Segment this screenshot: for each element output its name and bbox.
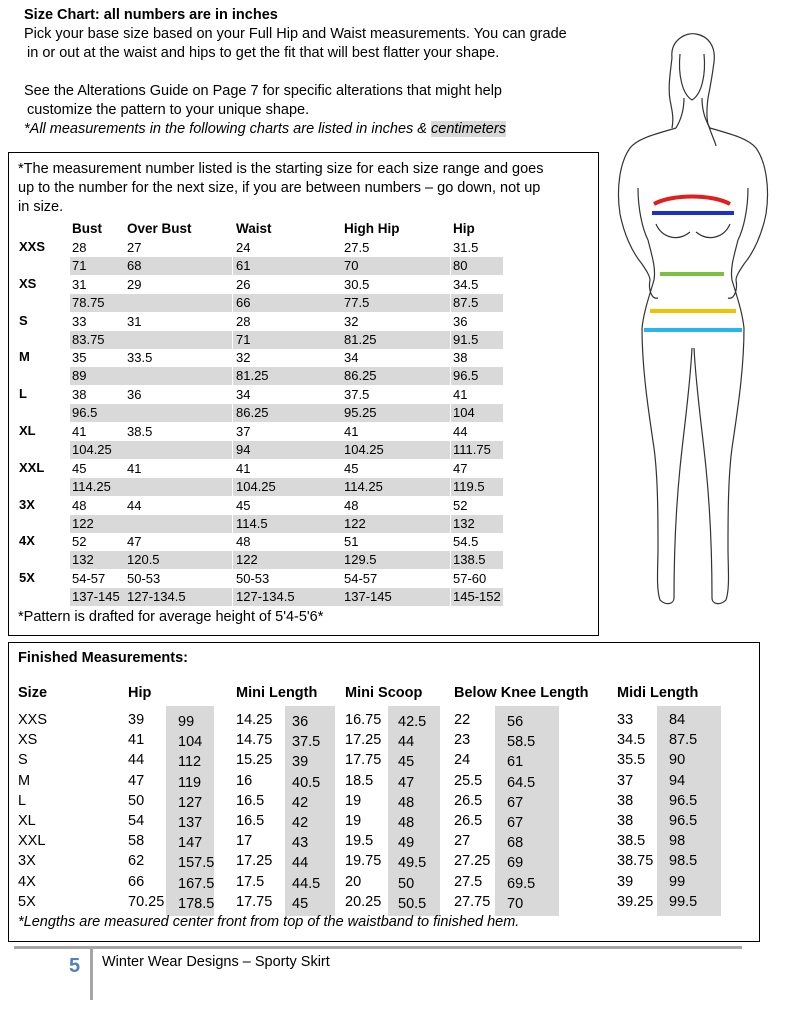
inch-value: 29 <box>127 276 142 292</box>
finished-size-label: XXL <box>18 833 46 850</box>
finished-value: 54 <box>128 813 145 829</box>
finished-value: 49 <box>398 835 415 852</box>
finished-size-label: S <box>18 752 28 769</box>
cm-value: 89 <box>70 367 124 385</box>
finished-value: 27.5 <box>454 873 483 890</box>
inch-value: 52 <box>453 497 468 513</box>
intro-line-5: *All measurements in the following charts are listed in inches & <box>24 121 431 137</box>
inch-value: 48 <box>72 497 87 513</box>
finished-value: 39.25 <box>617 893 654 910</box>
cm-value <box>124 478 232 496</box>
finished-value: 17.75 <box>236 893 273 910</box>
finished-value: 58.5 <box>507 734 536 751</box>
size-chart-header: High Hip <box>344 221 400 236</box>
finished-value: 44 <box>398 734 415 751</box>
finished-value: 137 <box>178 815 203 831</box>
finished-value: 19.5 <box>345 833 374 850</box>
finished-value: 67 <box>507 815 524 831</box>
centimeters-highlight: centimeters <box>431 121 506 137</box>
finished-value: 90 <box>669 752 686 769</box>
size-label: 4X <box>19 533 35 549</box>
size-chart-note-line-2: up to the number for the next size, if you are between numbers – go down, not up <box>18 180 541 196</box>
finished-value: 20.25 <box>345 893 382 910</box>
finished-value: 84 <box>669 712 686 728</box>
finished-header: Midi Length <box>617 685 699 701</box>
finished-value: 22 <box>454 712 471 728</box>
inch-value: 27 <box>127 240 142 255</box>
size-chart-header: Bust <box>72 221 102 236</box>
cm-value: 122 <box>233 551 341 569</box>
finished-value: 49.5 <box>398 855 427 872</box>
finished-value: 17.75 <box>345 752 382 769</box>
cm-value <box>124 331 232 349</box>
cm-value: 86.25 <box>233 404 341 422</box>
finished-value: 127 <box>178 794 203 811</box>
finished-value: 17.5 <box>236 873 265 890</box>
finished-value: 44 <box>292 855 309 872</box>
finished-value: 16.5 <box>236 792 265 809</box>
inch-value: 50-53 <box>127 571 161 587</box>
cm-value: 129.5 <box>341 551 450 569</box>
size-label: XS <box>19 275 37 291</box>
inch-value: 50-53 <box>236 571 270 587</box>
size-chart-note-line-1: *The measurement number listed is the starting size for each size range and goes <box>18 161 544 177</box>
cm-value: 111.75 <box>451 441 503 459</box>
finished-value: 38.75 <box>617 853 654 870</box>
finished-value: 98.5 <box>669 853 698 870</box>
cm-value: 66 <box>233 294 341 312</box>
cm-value: 96.5 <box>451 367 503 385</box>
finished-header: Hip <box>128 685 152 701</box>
finished-value: 48 <box>398 815 415 831</box>
finished-size-label: 4X <box>18 873 36 890</box>
finished-header: Mini Length <box>236 685 318 701</box>
finished-value: 62 <box>128 853 145 870</box>
finished-value: 96.5 <box>669 792 698 809</box>
size-label: L <box>19 386 27 402</box>
finished-size-label: XL <box>18 813 36 829</box>
size-chart-note <box>18 160 593 217</box>
size-chart-title: Size Chart: all numbers are in inches <box>24 7 278 23</box>
finished-value: 42.5 <box>398 714 427 730</box>
inch-value: 34.5 <box>453 276 479 292</box>
size-chart-header: Hip <box>453 221 475 236</box>
size-label: XL <box>19 423 36 438</box>
finished-value: 50 <box>128 792 145 809</box>
finished-value: 37 <box>617 772 634 789</box>
intro-section <box>24 6 614 139</box>
cm-value: 122 <box>70 515 124 533</box>
finished-value: 17.25 <box>236 853 273 870</box>
inch-value: 38 <box>72 387 87 403</box>
inch-value: 30.5 <box>344 276 370 292</box>
finished-value: 45 <box>292 895 309 912</box>
cm-value: 96.5 <box>70 404 124 422</box>
size-label: S <box>19 312 28 328</box>
finished-value: 19 <box>345 813 362 829</box>
finished-value: 96.5 <box>669 813 698 829</box>
finished-value: 94 <box>669 772 686 789</box>
inch-value: 41 <box>453 387 468 403</box>
cm-value <box>124 367 232 385</box>
finished-value: 50.5 <box>398 895 427 912</box>
cm-value: 61 <box>233 257 341 275</box>
finished-value: 26.5 <box>454 813 483 829</box>
finished-value: 58 <box>128 833 145 850</box>
cm-value: 114.25 <box>341 478 450 496</box>
pattern-height-note: *Pattern is drafted for average height of 5'4-5'6* <box>18 609 324 625</box>
lengths-footnote: *Lengths are measured center front from top of the waistband to finished hem. <box>18 914 520 930</box>
inch-value: 52 <box>72 534 87 550</box>
intro-line-2: in or out at the waist and hips to get the fit that will best flatter your shape. <box>27 45 500 61</box>
cm-value <box>124 441 232 459</box>
finished-value: 69.5 <box>507 875 536 892</box>
footer-title: Winter Wear Designs – Sporty Skirt <box>102 954 330 970</box>
inch-value: 38 <box>453 350 468 366</box>
finished-value: 178.5 <box>178 895 215 912</box>
finished-value: 47 <box>128 772 145 789</box>
finished-value: 157.5 <box>178 855 215 872</box>
inch-value: 47 <box>453 460 468 476</box>
finished-value: 24 <box>454 752 471 769</box>
finished-value: 34.5 <box>617 732 646 749</box>
finished-value: 119 <box>178 774 202 791</box>
finished-value: 19.75 <box>345 853 382 870</box>
high-bust-line <box>654 197 730 205</box>
cm-value: 104.25 <box>341 441 450 459</box>
finished-value: 44 <box>128 752 145 769</box>
finished-value: 38 <box>617 813 634 829</box>
finished-value: 147 <box>178 835 203 852</box>
body-measurement-figure <box>612 28 784 618</box>
inch-value: 45 <box>72 460 87 476</box>
inch-value: 32 <box>236 350 251 366</box>
finished-value: 98 <box>669 833 686 850</box>
inch-value: 34 <box>344 350 359 366</box>
cm-value: 104 <box>451 404 503 422</box>
cm-value: 114.5 <box>233 515 341 533</box>
finished-value: 27.75 <box>454 893 491 910</box>
cm-value: 80 <box>451 257 503 275</box>
finished-size-label: 3X <box>18 853 36 870</box>
finished-value: 87.5 <box>669 732 698 749</box>
inch-value: 37 <box>236 424 251 439</box>
cm-value: 104.25 <box>233 478 341 496</box>
intro-line-3: See the Alterations Guide on Page 7 for specific alterations that might help <box>24 83 502 99</box>
inch-value: 54-57 <box>72 571 106 587</box>
cm-value: 68 <box>124 257 232 275</box>
cm-value: 120.5 <box>124 551 232 569</box>
inch-value: 31.5 <box>453 240 479 255</box>
finished-header: Size <box>18 685 48 701</box>
inch-value: 41 <box>72 424 87 439</box>
size-chart-header: Waist <box>236 221 272 236</box>
finished-value: 27 <box>454 833 471 850</box>
cm-value: 70 <box>341 257 450 275</box>
cm-value: 127-134.5 <box>124 588 232 606</box>
size-label: M <box>19 349 30 365</box>
size-chart-note-line-3: in size. <box>18 199 64 215</box>
cm-value <box>124 515 232 533</box>
finished-value: 27.25 <box>454 853 491 870</box>
finished-value: 99 <box>178 714 195 730</box>
finished-value: 37.5 <box>292 734 321 751</box>
cm-value: 81.25 <box>341 331 450 349</box>
inch-value: 34 <box>236 387 251 403</box>
cm-value: 71 <box>233 331 341 349</box>
cm-value: 132 <box>70 551 124 569</box>
inch-value: 45 <box>344 460 359 476</box>
finished-value: 112 <box>178 754 202 771</box>
size-label: XXL <box>19 459 45 475</box>
cm-value: 83.75 <box>70 331 124 349</box>
finished-value: 17.25 <box>345 732 382 749</box>
finished-value: 33 <box>617 712 634 728</box>
inch-value: 24 <box>236 240 251 255</box>
finished-size-label: L <box>18 792 27 809</box>
intro-line-4: customize the pattern to your unique shape. <box>27 102 310 118</box>
inch-value: 31 <box>127 313 142 329</box>
inch-value: 26 <box>236 276 251 292</box>
cm-value: 137-145 <box>70 588 124 606</box>
finished-value: 14.25 <box>236 712 273 728</box>
finished-value: 25.5 <box>454 772 483 789</box>
finished-value: 167.5 <box>178 875 215 892</box>
finished-value: 23 <box>454 732 471 749</box>
finished-value: 44.5 <box>292 875 321 892</box>
cm-value: 132 <box>451 515 503 533</box>
cm-value: 145-152 <box>451 588 503 606</box>
inch-value: 51 <box>344 534 359 550</box>
finished-value: 39 <box>128 712 145 728</box>
inch-value: 41 <box>344 424 359 439</box>
cm-value <box>124 294 232 312</box>
inch-value: 31 <box>72 276 87 292</box>
cm-value: 137-145 <box>341 588 450 606</box>
finished-value: 50 <box>398 875 415 892</box>
finished-value: 42 <box>292 794 309 811</box>
finished-size-label: XXS <box>18 712 48 728</box>
footer-divider <box>14 946 742 949</box>
cm-value: 81.25 <box>233 367 341 385</box>
finished-value: 35.5 <box>617 752 646 769</box>
finished-value: 41 <box>128 732 145 749</box>
finished-value: 64.5 <box>507 774 536 791</box>
inch-value: 48 <box>344 497 359 513</box>
finished-size-label: XS <box>18 732 38 749</box>
finished-value: 99.5 <box>669 893 698 910</box>
cm-value: 87.5 <box>451 294 503 312</box>
inch-value: 41 <box>236 460 251 476</box>
inch-value: 33.5 <box>127 350 153 366</box>
inch-value: 36 <box>453 313 468 329</box>
footer-vertical-bar <box>90 948 93 1000</box>
finished-value: 61 <box>507 754 524 771</box>
finished-value: 56 <box>507 714 524 730</box>
finished-value: 69 <box>507 855 524 872</box>
inch-value: 48 <box>236 534 251 550</box>
cm-value: 104.25 <box>70 441 124 459</box>
finished-value: 38.5 <box>617 833 646 850</box>
finished-value: 43 <box>292 835 309 852</box>
inch-value: 33 <box>72 313 87 329</box>
inch-value: 36 <box>127 387 142 403</box>
inch-value: 38.5 <box>127 424 153 439</box>
size-label: 5X <box>19 570 35 586</box>
inch-value: 45 <box>236 497 251 513</box>
finished-value: 99 <box>669 873 686 890</box>
finished-value: 17 <box>236 833 253 850</box>
size-label: 3X <box>19 496 35 512</box>
inch-value: 44 <box>453 424 468 439</box>
finished-value: 47 <box>398 774 415 791</box>
finished-value: 36 <box>292 714 309 730</box>
cm-value: 86.25 <box>341 367 450 385</box>
cm-value: 119.5 <box>451 478 503 496</box>
inch-value: 44 <box>127 497 142 513</box>
finished-value: 26.5 <box>454 792 483 809</box>
inch-value: 37.5 <box>344 387 370 403</box>
inch-value: 28 <box>72 240 87 255</box>
size-label: XXS <box>19 239 46 254</box>
finished-value: 45 <box>398 754 415 771</box>
inch-value: 47 <box>127 534 142 550</box>
finished-value: 16.5 <box>236 813 265 829</box>
cm-value: 91.5 <box>451 331 503 349</box>
finished-value: 67 <box>507 794 524 811</box>
cm-value <box>124 404 232 422</box>
finished-value: 16.75 <box>345 712 382 728</box>
finished-value: 40.5 <box>292 774 321 791</box>
finished-value: 70 <box>507 895 524 912</box>
inch-value: 54-57 <box>344 571 378 587</box>
finished-value: 68 <box>507 835 524 852</box>
finished-value: 66 <box>128 873 145 890</box>
cm-value: 114.25 <box>70 478 124 496</box>
finished-value: 48 <box>398 794 415 811</box>
intro-line-1: Pick your base size based on your Full Hip and Waist measurements. You can grade <box>24 26 567 42</box>
cm-value: 127-134.5 <box>233 588 341 606</box>
finished-value: 42 <box>292 815 309 831</box>
finished-value: 39 <box>292 754 309 771</box>
finished-size-label: M <box>18 772 31 789</box>
finished-value: 16 <box>236 772 253 789</box>
inch-value: 57-60 <box>453 571 487 587</box>
cm-value: 71 <box>70 257 124 275</box>
finished-header: Below Knee Length <box>454 685 589 701</box>
cm-value: 77.5 <box>341 294 450 312</box>
finished-value: 14.75 <box>236 732 273 749</box>
finished-value: 18.5 <box>345 772 374 789</box>
page-number: 5 <box>69 955 81 977</box>
cm-value: 95.25 <box>341 404 450 422</box>
finished-value: 39 <box>617 873 634 890</box>
inch-value: 54.5 <box>453 534 479 550</box>
finished-value: 70.25 <box>128 893 165 910</box>
finished-value: 38 <box>617 792 634 809</box>
finished-value: 15.25 <box>236 752 273 769</box>
finished-value: 19 <box>345 792 362 809</box>
finished-measurements-title: Finished Measurements: <box>18 650 189 666</box>
finished-value: 20 <box>345 873 362 890</box>
cm-value: 78.75 <box>70 294 124 312</box>
cm-value: 94 <box>233 441 341 459</box>
finished-value: 104 <box>178 734 203 751</box>
cm-value: 122 <box>341 515 450 533</box>
cm-value: 138.5 <box>451 551 503 569</box>
finished-header: Mini Scoop <box>345 685 423 701</box>
inch-value: 41 <box>127 460 142 476</box>
inch-value: 27.5 <box>344 240 370 255</box>
inch-value: 32 <box>344 313 359 329</box>
inch-value: 28 <box>236 313 251 329</box>
finished-size-label: 5X <box>18 893 36 910</box>
inch-value: 35 <box>72 350 87 366</box>
size-chart-header: Over Bust <box>127 221 192 236</box>
